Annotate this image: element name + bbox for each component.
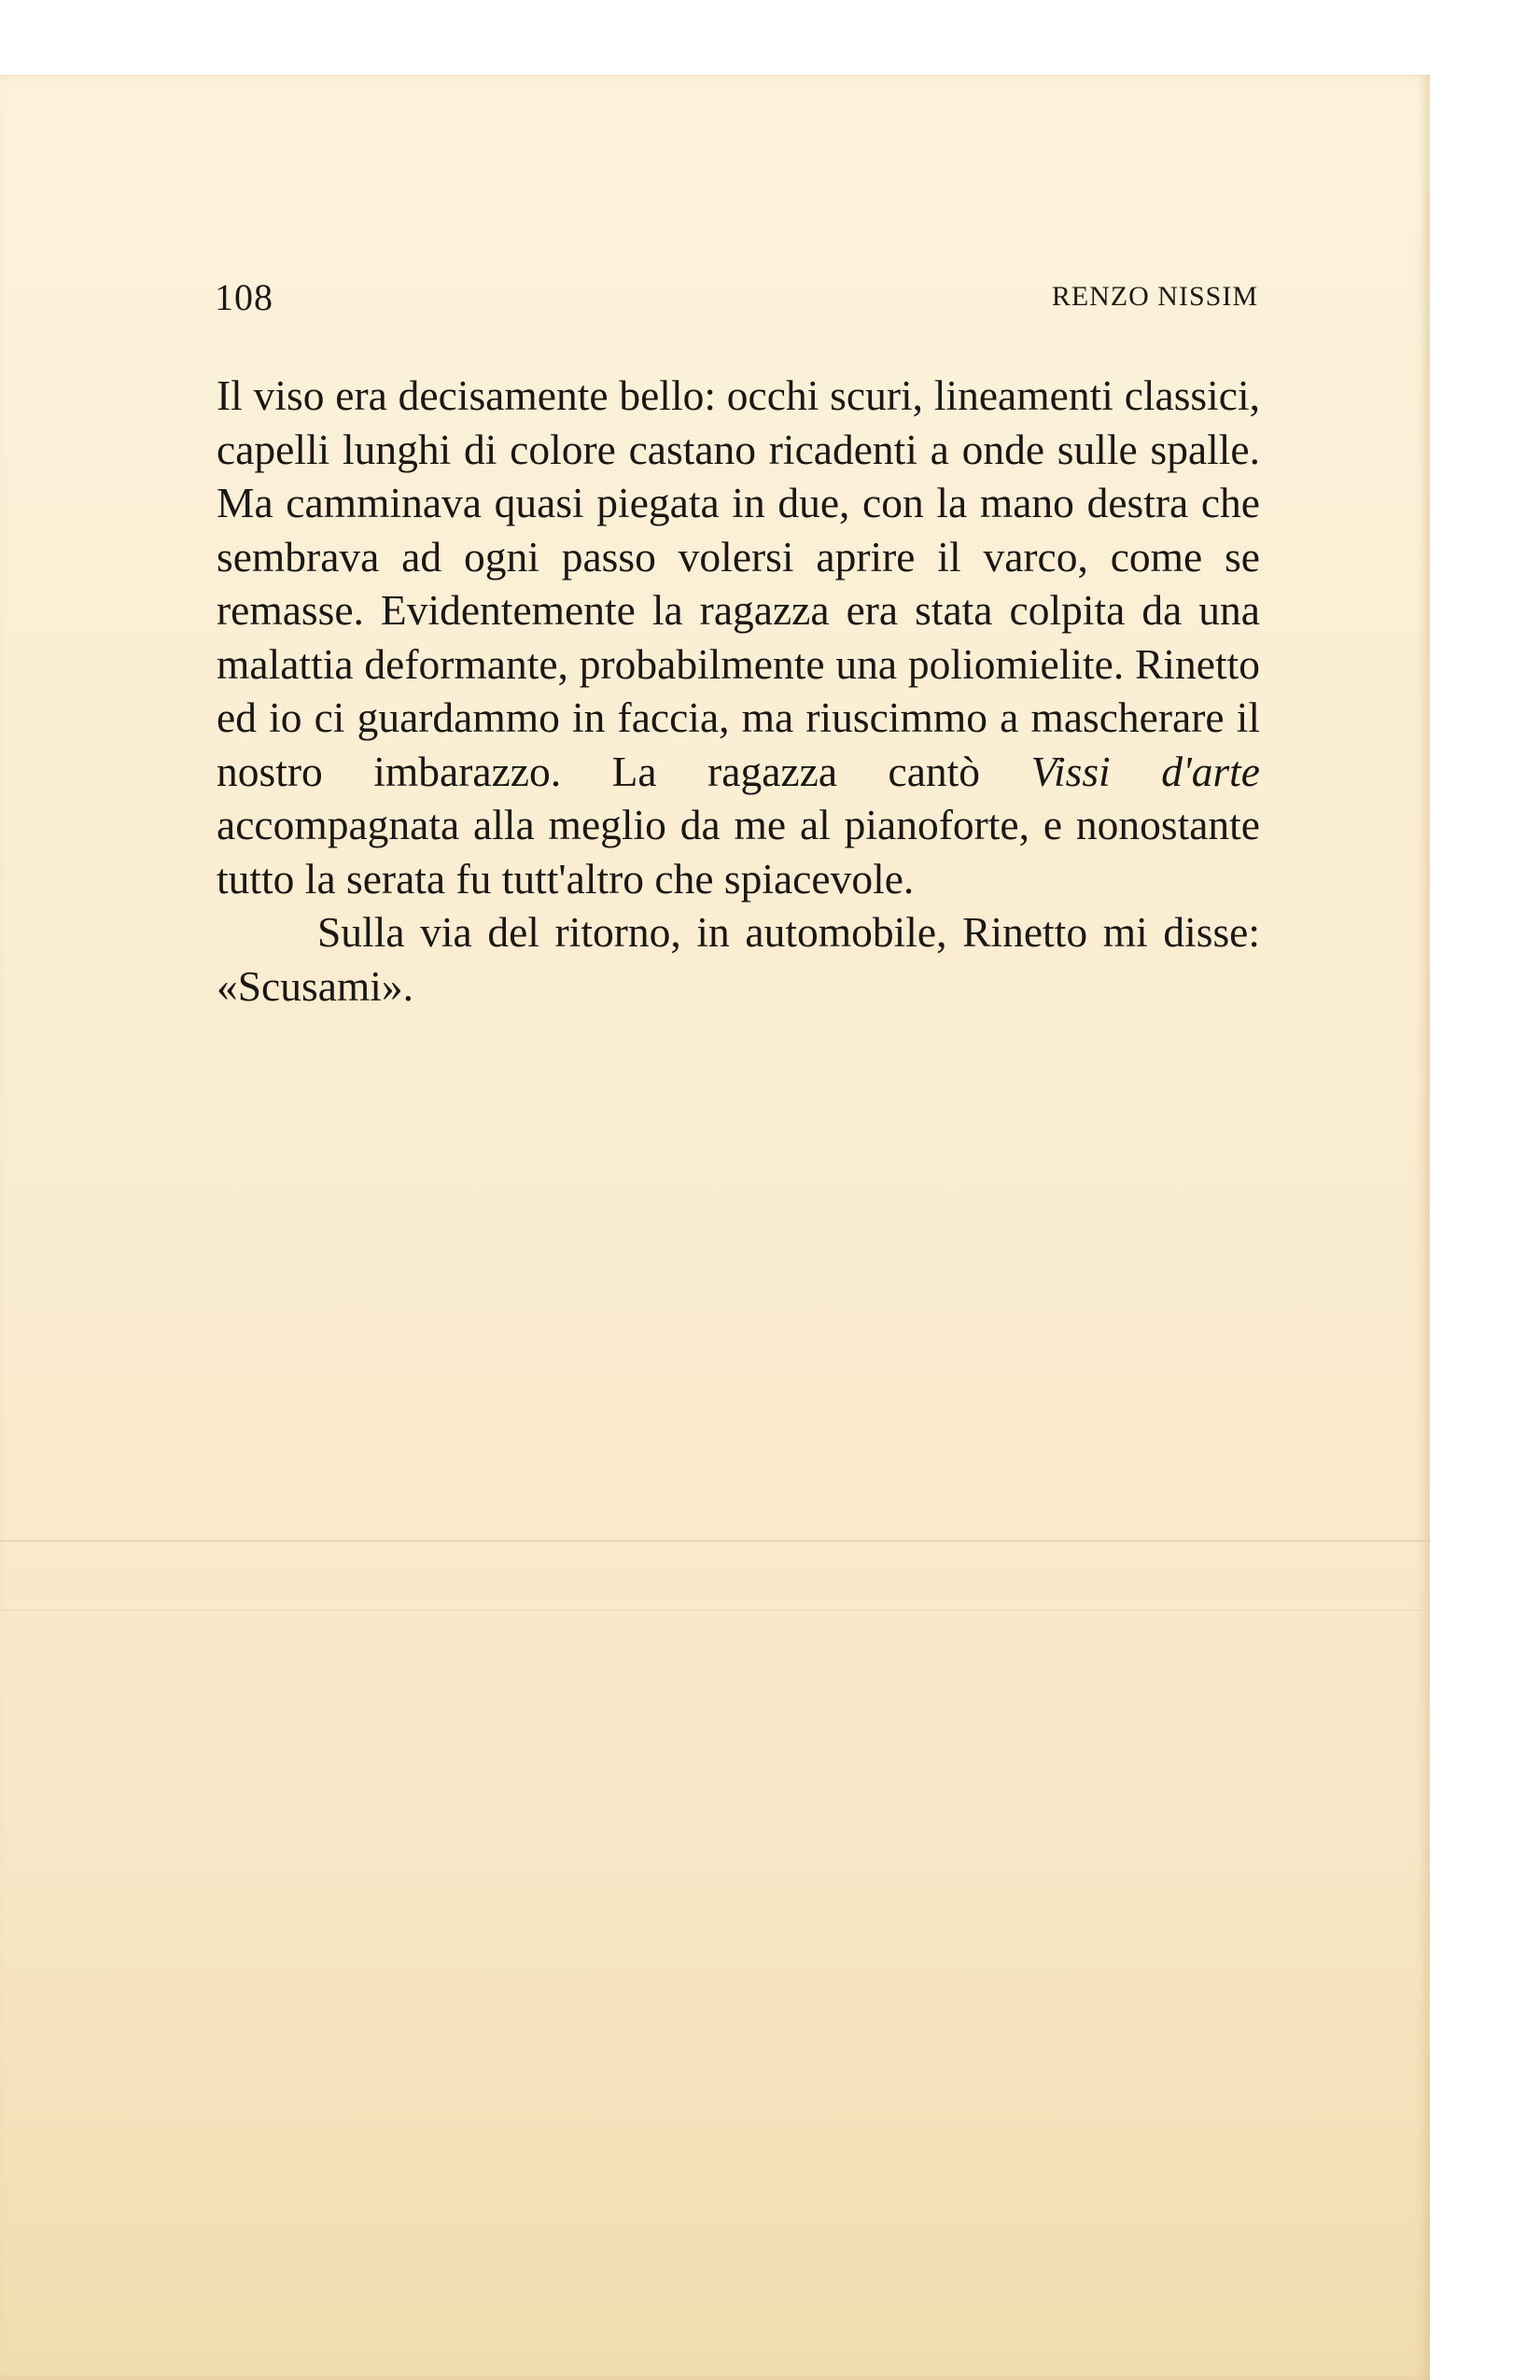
running-head-author: RENZO NISSIM — [1051, 281, 1258, 312]
paragraph-1 — [217, 369, 1260, 905]
body-text — [217, 369, 1260, 1013]
running-head — [215, 275, 1258, 322]
paragraph-2: Sulla via del ritorno, in automobile, Rinetto mi disse: «Scusami». — [217, 908, 1260, 1010]
paragraph-1-text-b: accompagnata alla meglio da me al pianoforte, e nonostante tutto la serata fu tutt'altro che spiacevole. — [217, 801, 1260, 903]
page-number: 108 — [215, 276, 273, 318]
song-title: Vissi d'arte — [1030, 747, 1260, 795]
paragraph-1-text-a: Il viso era decisamente bello: occhi scuri, lineamenti classici, capelli lunghi di colore castano ricadenti a onde sulle spalle. Ma camminava quasi piegata in due, con la mano destra che sembrava ad ogni passo volersi aprire il varco, come se remasse. Evidentemente la ragazza era stata colpita da una malattia deformante, probabilmente una poliomielite. Rinetto ed io ci guardammo in faccia, ma riuscimmo a mascherare il nostro imbarazzo. La ragazza cantò — [217, 371, 1260, 795]
